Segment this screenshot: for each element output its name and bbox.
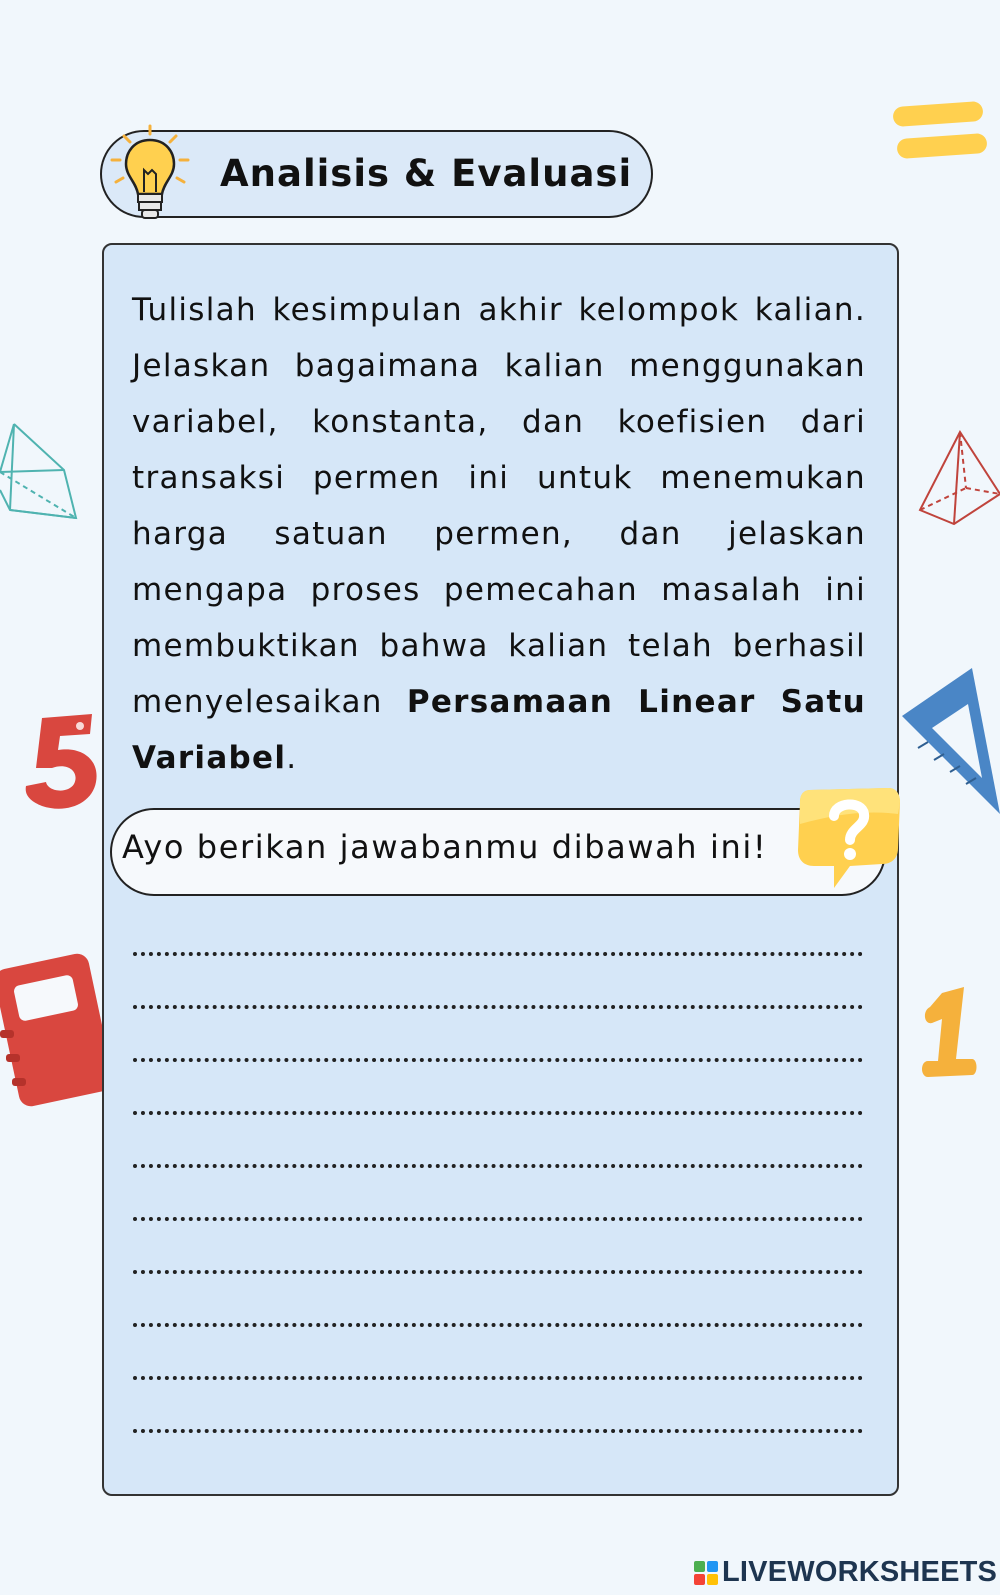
answer-line[interactable] (133, 930, 863, 983)
lightbulb-icon (108, 124, 192, 224)
watermark-text: LIVEWORKSHEETS (722, 1556, 998, 1588)
answer-line[interactable] (133, 1301, 863, 1354)
answer-line[interactable] (133, 983, 863, 1036)
instructions-text (132, 282, 866, 786)
question-bubble-icon (796, 784, 900, 896)
yellow-bars-icon (893, 100, 989, 164)
answer-line[interactable] (133, 1354, 863, 1407)
liveworksheets-logo-icon (694, 1561, 718, 1585)
key-term: Persamaan Linear Satu Variabel (132, 684, 867, 776)
answer-line[interactable] (133, 1407, 863, 1460)
notebook-icon (0, 950, 104, 1114)
instructions-end: . (286, 740, 298, 776)
pyramid-icon (918, 428, 1000, 528)
number-five-icon (22, 712, 100, 812)
answer-line[interactable] (133, 1248, 863, 1301)
answer-line[interactable] (133, 1142, 863, 1195)
answer-line[interactable] (133, 1036, 863, 1089)
answer-line[interactable] (133, 1089, 863, 1142)
liveworksheets-watermark (694, 1556, 997, 1589)
answer-area (133, 930, 863, 1460)
triangle-ruler-icon (898, 668, 1000, 816)
page-title: Analisis & Evaluasi (220, 152, 633, 195)
prism-icon (0, 420, 80, 530)
instructions-body: Tulislah kesimpulan akhir kelompok kalian. Jelaskan bagaimana kalian menggunakan variabel, konstanta, dan koefisien dari transaksi permen ini untuk menemukan harga satuan permen, dan jelaskan mengapa proses pemecahan masalah ini membuktikan bahwa kalian telah berhasil menyelesaikan (132, 292, 866, 720)
answer-prompt: Ayo berikan jawabanmu dibawah ini! (122, 828, 768, 866)
answer-line[interactable] (133, 1195, 863, 1248)
number-one-icon (916, 985, 984, 1081)
